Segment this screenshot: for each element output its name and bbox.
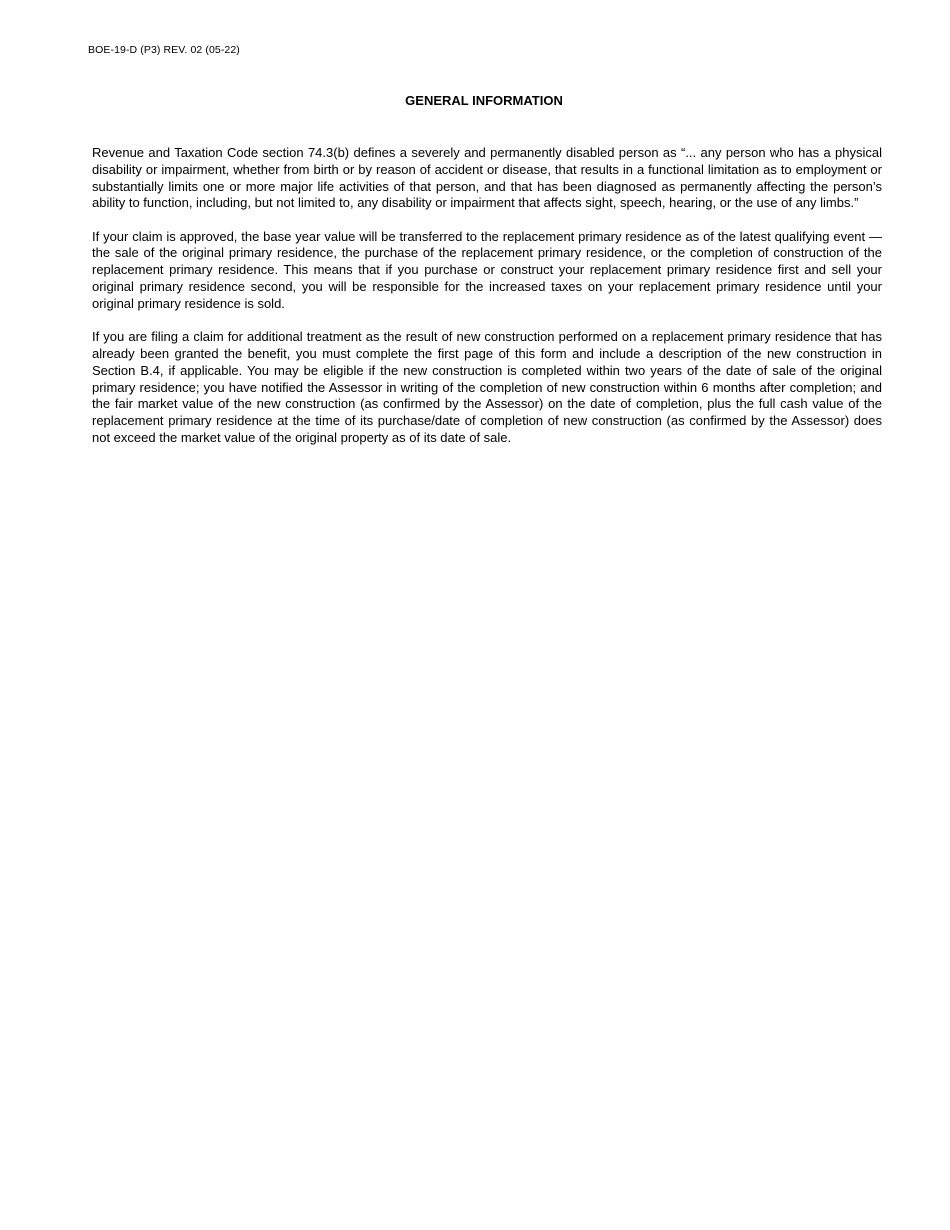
paragraph-claim-approval: If your claim is approved, the base year value will be transferred to the replacement primary residence as of the latest qualifying event — the sale of the original primary residence, the purchase of the replacement primary residence, or the completion of construction of the replacement primary residence. This means that if you purchase or construct your replacement primary residence first and sell your original primary residence second, you will be responsible for the increased taxes on your replacement primary residence until your original primary residence is sold.: [92, 228, 882, 311]
paragraph-new-construction: If you are filing a claim for additional treatment as the result of new construction performed on a replacement primary residence that has already been granted the benefit, you must complete the first page of this form and include a description of the new construction in Section B.4, if applicable. You may be eligible if the new construction is completed within two years of the date of sale of the original primary residence; you have notified the Assessor in writing of the completion of new construction within 6 months after completion; and the fair market value of the new construction (as confirmed by the Assessor) on the date of completion, plus the full cash value of the replacement primary residence at the time of its purchase/date of completion of new construction (as confirmed by the Assessor) does not exceed the market value of the original property as of its date of sale.: [92, 329, 882, 445]
document-body: [92, 145, 882, 463]
page-title: GENERAL INFORMATION: [405, 93, 563, 108]
paragraph-definition: Revenue and Taxation Code section 74.3(b) defines a severely and permanently disabled person as “... any person who has a physical disability or impairment, whether from birth or by reason of accident or disease, that results in a functional limitation as to employment or substantially limits one or more major life activities of that person, and that has been diagnosed as permanently affecting the person’s ability to function, including, but not limited to, any disability or impairment that affects sight, speech, hearing, or the use of any limbs.”: [92, 145, 882, 211]
form-identifier: BOE-19-D (P3) REV. 02 (05-22): [88, 44, 240, 56]
